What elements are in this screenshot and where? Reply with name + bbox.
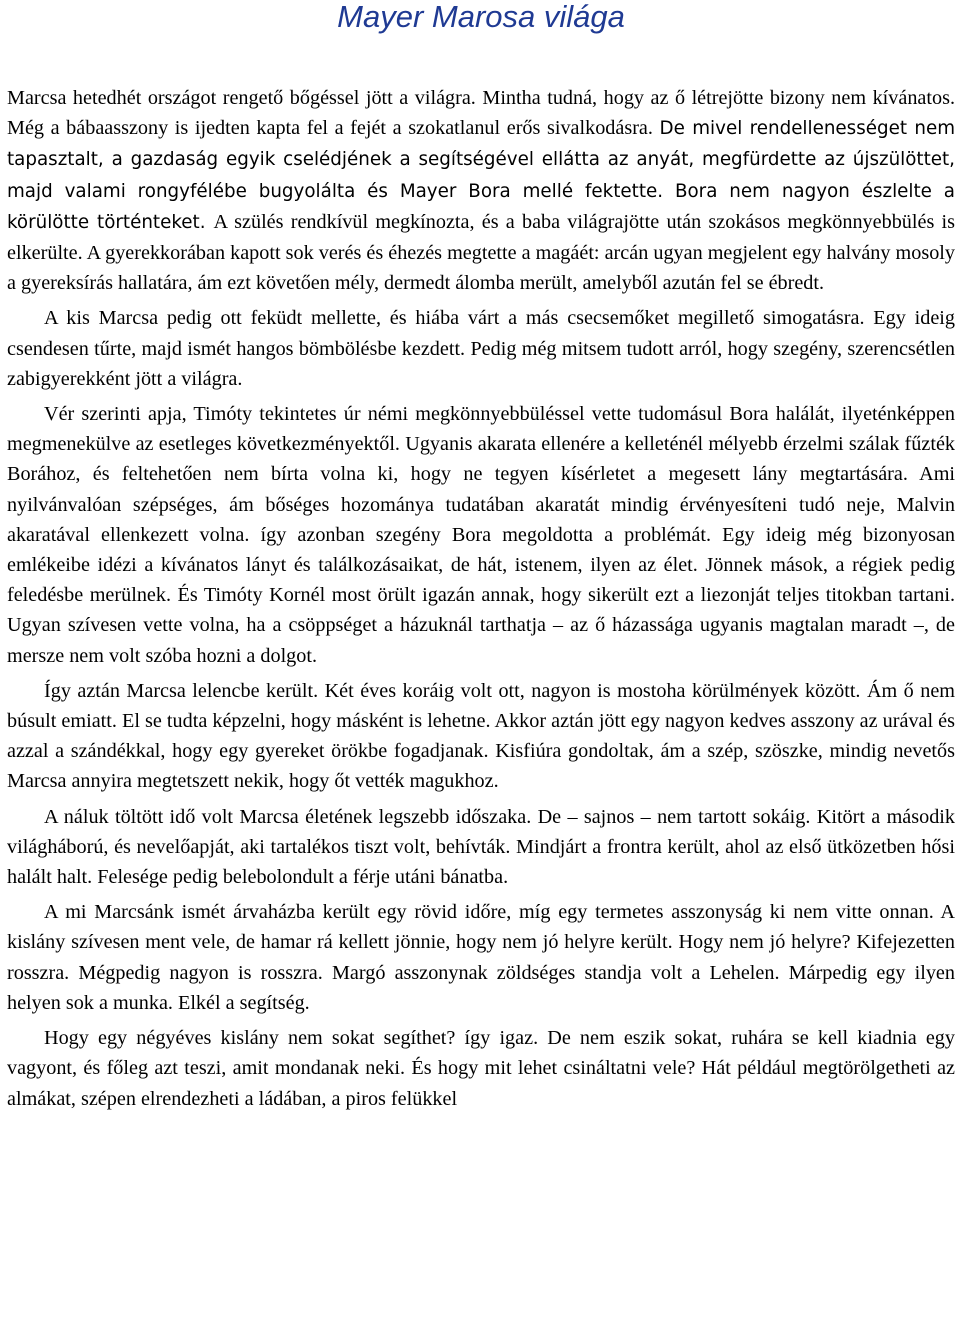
paragraph-text: A szülés rendkívül megkínozta, és a baba világrajötte után szokásos megkönnyebbülés is elkerülte. A gyerekkorában kapott sok verés és éhezés megtette a magáét: arcán ugyan megjelent egy halvány mosoly a gyereksírás hallatára, ám ezt követően mély, dermedt álomba merült, amelyből azután fel se ébredt. (7, 210, 955, 295)
paragraph (7, 802, 955, 893)
paragraph-text: De mivel rendellenességet nem tapasztalt, a gazdaság egyik cselédjének a segítségével ellátta az anyát, megfürdette az újszülöttet, majd valami rongyfélébe bugyolálta és Mayer Bora mellé fektette. Bora nem nagyon észlelte a körülötte történteket. (7, 118, 955, 233)
paragraph-text: Hogy egy négyéves kislány nem sokat segíthet? így igaz. De nem eszik sokat, ruhára se kell kiadnia egy vagyont, és főleg azt teszi, amit mondanak neki. És hogy mit lehet csináltatni vele? Hát például megtörölgetheti az almákat, szépen elrendezheti a ládában, a piros felükkel (7, 1027, 955, 1110)
paragraph (7, 1023, 955, 1114)
document-body (7, 83, 955, 1114)
paragraph-text: A mi Marcsánk ismét árvaházba került egy rövid időre, míg egy termetes asszonyság ki nem vitte onnan. A kislány szívesen ment vele, de hamar rá kellett jönnie, hogy nem jó helyre került. Hogy nem jó helyre? Kifejezetten rosszra. Mégpedig nagyon is rosszra. Margó asszonynak zöldséges standja volt a Lehelen. Márpedig egy ilyen helyen sok a munka. Elkél a segítség. (7, 901, 955, 1014)
paragraph (7, 303, 955, 394)
document-page (7, 0, 955, 1114)
paragraph-text: Marcsa hetedhét országot rengető bőgéssel jött a világra. Mintha tudná, hogy az ő létrejötte bizony nem kívánatos. Még a bábaasszony is ijedten kapta fel a fejét a szokatlanul erős sivalkodásra. (7, 87, 955, 140)
paragraph (7, 83, 955, 298)
paragraph (7, 676, 955, 797)
paragraph (7, 897, 955, 1018)
paragraph (7, 399, 955, 671)
paragraph-text: A náluk töltött idő volt Marcsa életének legszebb időszaka. De – sajnos – nem tartott sokáig. Kitört a második világháború, és nevelőapját, aki tartalékos tiszt volt, behívták. Mindjárt a frontra került, ahol az első ütközetben hősi halált halt. Felesége pedig belebolondult a férje utáni bánatba. (7, 805, 955, 889)
paragraph-text: Vér szerinti apja, Timóty tekintetes úr némi megkönnyebbüléssel vette tudomásul Bora halálát, ilyeténképpen megmenekülve az esetleges következményektől. Ugyanis akarata ellenére a kelleténél mélyebb érzelmi szálak fűzték Borához, és feltehetően nem bírta volna ki, hogy ne tegyen kísérletet a megesett lány megtartására. Ami nyilvánvalóan szépséges, ám bőséges hozománya tudatában akaratát mindig érvényesíteni tudó neje, Malvin akaratával ellenkezett volna. így azonban szegény Bora megoldotta a problémát. Egy ideig még bizonyosan emlékeibe idézi a kívánatos lányt és találkozásaikat, de hát, istenem, ilyen az élet. Jönnek mások, a régiek pedig feledésbe merülnek. És Timóty Kornél most örült igazán annak, hogy sikerült ezt a liezonját teljes titokban tartani. Ugyan szívesen vette volna, ha a csöppséget a házuknál tarthatja – az ő házassága ugyanis magtalan maradt –, de mersze nem volt szóba hozni a dolgot. (7, 403, 955, 667)
paragraph-text: Így aztán Marcsa lelencbe került. Két éves koráig volt ott, nagyon is mostoha körülmények között. Ám ő nem búsult emiatt. El se tudta képzelni, hogy másként is lehetne. Akkor aztán jött egy nagyon kedves asszony az urával és azzal a szándékkal, hogy egy gyereket örökbe fogadjanak. Kisfiúra gondoltak, ám a szép, szöszke, mindig nevetős Marcsa annyira megtetszett nekik, hogy őt vették magukhoz. (7, 679, 955, 793)
paragraph-text: A kis Marcsa pedig ott feküdt mellette, és hiába várt a más csecsemőket megillető simogatásra. Egy ideig csendesen tűrte, majd ismét hangos bömbölésbe kezdett. Pedig még mitsem tudott arról, hogy szegény, szerencsétlen zabigyerekként jött a világra. (7, 307, 955, 390)
document-title: Mayer Marosa világa (337, 0, 625, 34)
